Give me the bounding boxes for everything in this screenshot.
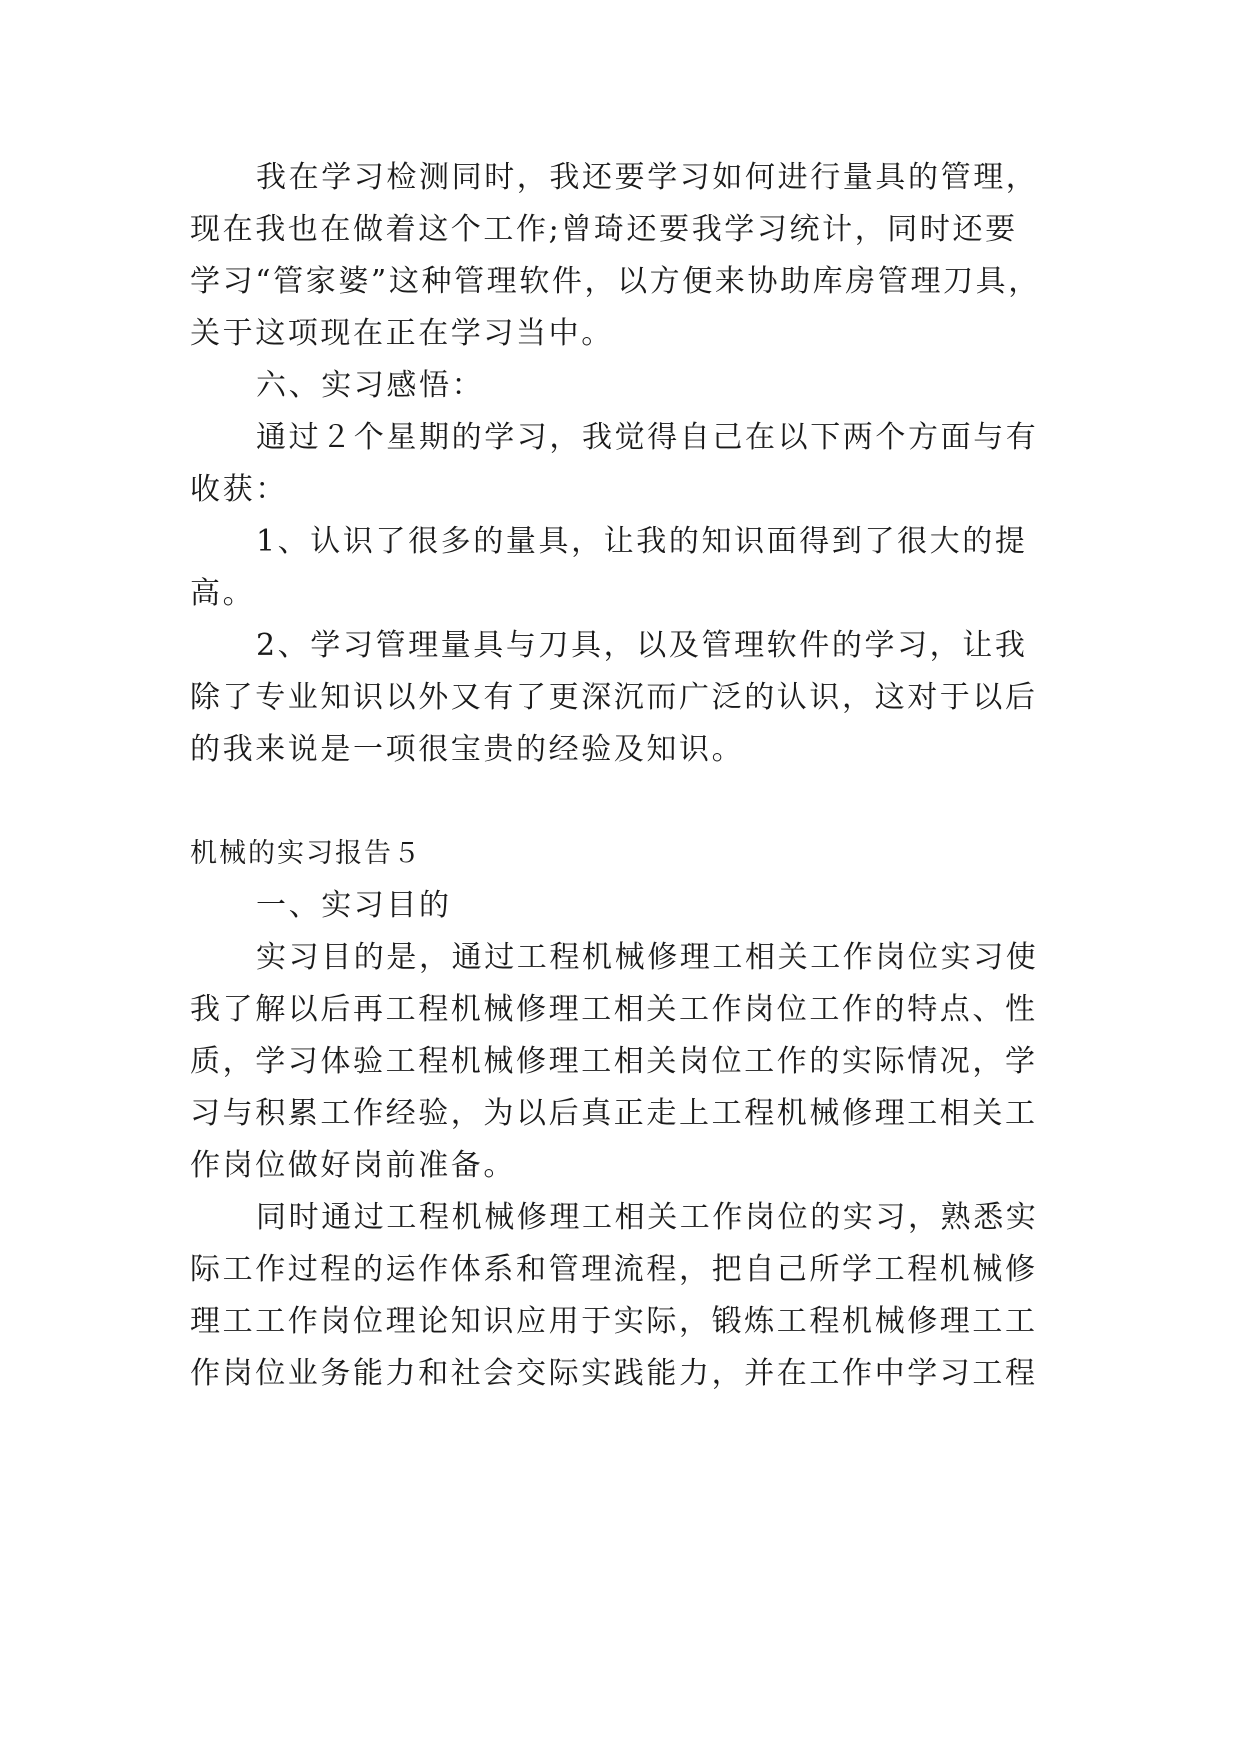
list-item-line: 的我来说是一项很宝贵的经验及知识。 <box>190 732 745 767</box>
list-item-line: 1、认识了很多的量具，让我的知识面得到了很大的提 <box>256 524 1028 559</box>
list-item-line: 除了专业知识以外又有了更深沉而广泛的认识，这对于以后 <box>190 680 1038 715</box>
paragraph-line: 作岗位做好岗前准备。 <box>190 1148 516 1183</box>
section-heading: 一、实习目的 <box>256 888 452 923</box>
paragraph-line: 习与积累工作经验，为以后真正走上工程机械修理工相关工 <box>190 1096 1038 1131</box>
paragraph-line: 我了解以后再工程机械修理工相关工作岗位工作的特点、性 <box>190 992 1038 1027</box>
paragraph-line: 作岗位业务能力和社会交际实践能力，并在工作中学习工程 <box>190 1356 1038 1391</box>
list-item-line: 2、学习管理量具与刀具，以及管理软件的学习，让我 <box>256 628 1028 663</box>
section-heading: 六、实习感悟： <box>256 368 485 403</box>
paragraph-line: 我在学习检测同时，我还要学习如何进行量具的管理， <box>256 160 1039 195</box>
paragraph-line: 同时通过工程机械修理工相关工作岗位的实习，熟悉实 <box>256 1200 1039 1235</box>
paragraph-line: 收获： <box>190 472 288 507</box>
paragraph-line: 理工工作岗位理论知识应用于实际，锻炼工程机械修理工工 <box>190 1304 1038 1339</box>
paragraph-line: 关于这项现在正在学习当中。 <box>190 316 614 351</box>
paragraph-line: 实习目的是，通过工程机械修理工相关工作岗位实习使 <box>256 940 1039 975</box>
paragraph-line: 际工作过程的运作体系和管理流程，把自己所学工程机械修 <box>190 1252 1038 1287</box>
report-title: 机械的实习报告５ <box>190 838 422 869</box>
paragraph-line: 现在我也在做着这个工作;曾琦还要我学习统计，同时还要 <box>190 212 1018 247</box>
list-item-line: 高。 <box>190 576 256 611</box>
paragraph-line: 学习“管家婆”这种管理软件，以方便来协助库房管理刀具， <box>190 264 1041 299</box>
paragraph-line: 通过２个星期的学习，我觉得自己在以下两个方面与有 <box>256 420 1039 455</box>
paragraph-line: 质，学习体验工程机械修理工相关岗位工作的实际情况，学 <box>190 1044 1038 1079</box>
